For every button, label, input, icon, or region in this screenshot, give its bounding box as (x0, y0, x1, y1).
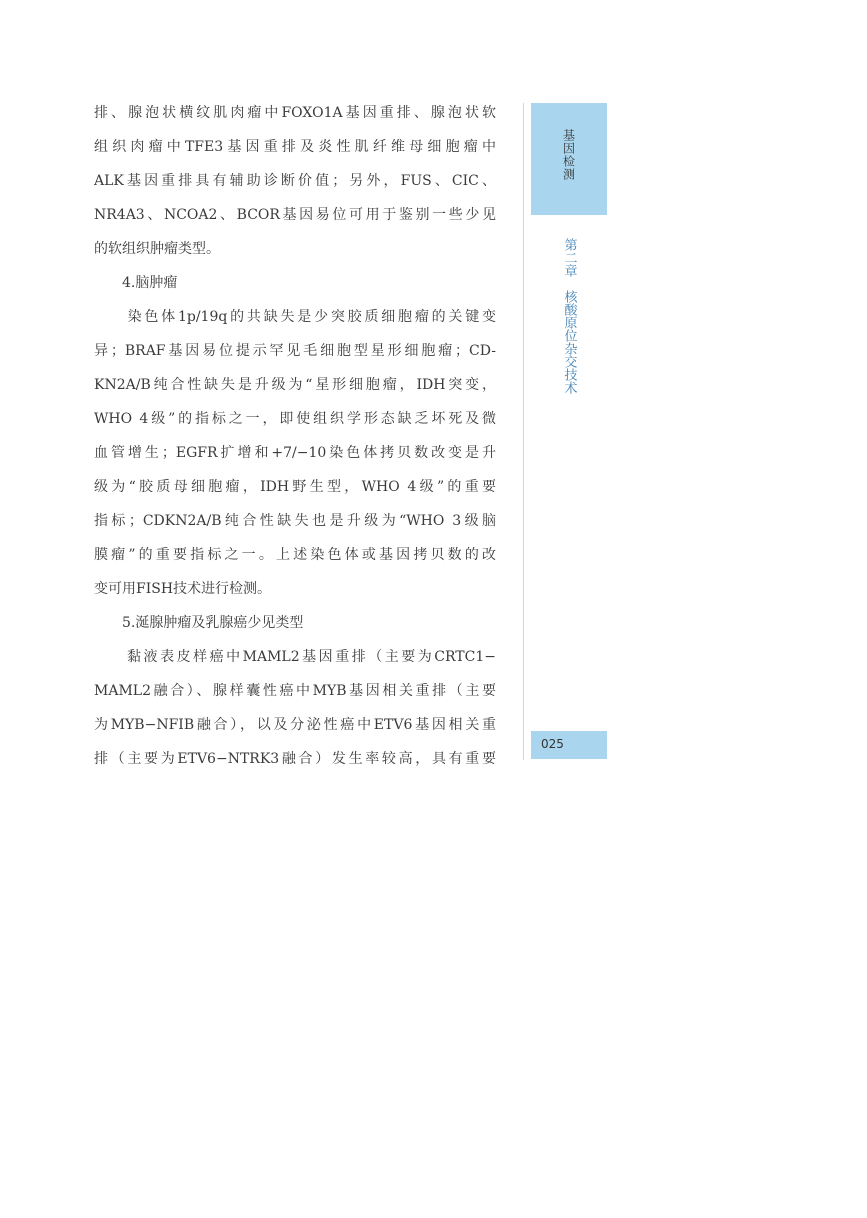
page-number: 025 (541, 737, 564, 751)
text-line: 血管增生；EGFR扩增和+7/−10染色体拷贝数改变是升 (94, 445, 496, 461)
text-line: ALK基因重排具有辅助诊断价值；另外，FUS、CIC、 (94, 173, 496, 189)
text-line: 染色体1p/19q的共缺失是少突胶质细胞瘤的关键变 (94, 309, 496, 325)
section-heading: 4.脑肿瘤 (94, 275, 178, 291)
text-line: 排（主要为ETV6−NTRK3融合）发生率较高，具有重要 (94, 751, 496, 767)
text-line: 为MYB−NFIB融合），以及分泌性癌中ETV6基因相关重 (94, 717, 496, 733)
text-line: 变可用FISH技术进行检测。 (94, 581, 272, 597)
text-line: 膜瘤”的重要指标之一。上述染色体或基因拷贝数的改 (94, 547, 496, 563)
text-line: KN2A/B纯合性缺失是升级为“星形细胞瘤，IDH突变， (94, 377, 496, 393)
body-text (94, 96, 496, 776)
text-line: NR4A3、NCOA2、BCOR基因易位可用于鉴别一些少见 (94, 207, 496, 223)
section-tab-label: 基因检测 (561, 129, 576, 181)
text-line: 的软组织肿瘤类型。 (94, 241, 220, 257)
text-line: 黏液表皮样癌中MAML2基因重排（主要为CRTC1− (94, 649, 496, 665)
chapter-title (531, 238, 607, 394)
page-number-tab (531, 731, 607, 759)
text-line: 排、腺泡状横纹肌肉瘤中FOXO1A基因重排、腺泡状软 (94, 105, 496, 121)
text-line: 指标；CDKN2A/B纯合性缺失也是升级为“WHO 3级脑 (94, 513, 496, 529)
margin-divider (523, 103, 524, 760)
text-line: WHO 4级”的指标之一，即使组织学形态缺乏坏死及微 (94, 411, 496, 427)
section-tab (531, 103, 607, 215)
section-heading: 5.涎腺肿瘤及乳腺癌少见类型 (94, 615, 304, 631)
text-line: MAML2融合）、腺样囊性癌中MYB基因相关重排（主要 (94, 683, 496, 699)
chapter-title-label: 第二章 核酸原位杂交技术 (561, 238, 577, 394)
text-line: 组织肉瘤中TFE3基因重排及炎性肌纤维母细胞瘤中 (94, 139, 496, 155)
text-line: 异；BRAF基因易位提示罕见毛细胞型星形细胞瘤；CD- (94, 343, 496, 359)
text-line: 级为“胶质母细胞瘤，IDH野生型，WHO 4级”的重要 (94, 479, 496, 495)
